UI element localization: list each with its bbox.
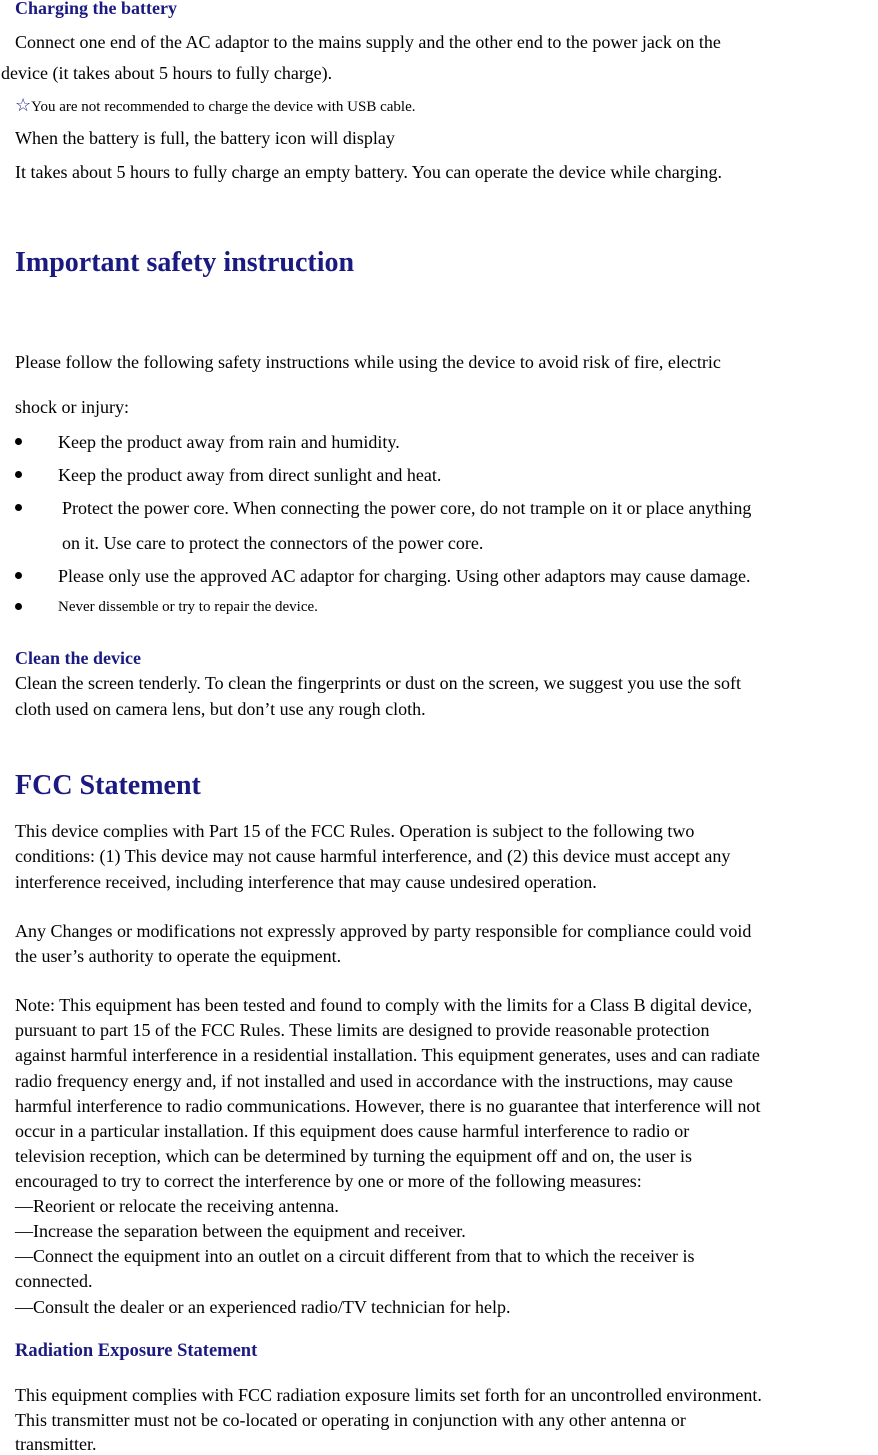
bullet-icon bbox=[15, 572, 22, 579]
fcc-p3-line: against harmful interference in a residential installation. This equipment generates, uses and can radiate bbox=[15, 1045, 760, 1065]
fcc-p3-line: radio frequency energy and, if not installed and used in accordance with the instructions, may cause bbox=[15, 1071, 733, 1091]
charging-note-text: You are not recommended to charge the device with USB cable. bbox=[31, 99, 416, 115]
safety-bullet-1: Keep the product away from rain and humidity. bbox=[58, 432, 400, 452]
charging-line-2: device (it takes about 5 hours to fully charge). bbox=[1, 63, 333, 83]
radiation-line: transmitter. bbox=[15, 1434, 97, 1454]
fcc-p3-line: harmful interference to radio communications. However, there is no guarantee that interference will not bbox=[15, 1096, 761, 1116]
clean-heading: Clean the device bbox=[15, 648, 141, 668]
charging-note bbox=[15, 94, 415, 117]
charging-line-1: Connect one end of the AC adaptor to the mains supply and the other end to the power jack on the bbox=[15, 32, 721, 52]
safety-bullet-2: Keep the product away from direct sunlight and heat. bbox=[58, 465, 442, 485]
charging-heading: Charging the battery bbox=[15, 0, 177, 18]
radiation-line: This transmitter must not be co-located or operating in conjunction with any other antenna or bbox=[15, 1410, 686, 1430]
fcc-measure: connected. bbox=[15, 1271, 93, 1291]
safety-bullet-4: Please only use the approved AC adaptor for charging. Using other adaptors may cause damage. bbox=[58, 566, 751, 586]
fcc-p3-line: Note: This equipment has been tested and found to comply with the limits for a Class B digital device, bbox=[15, 995, 753, 1015]
safety-heading: Important safety instruction bbox=[15, 247, 355, 278]
clean-line-2: cloth used on camera lens, but don’t use any rough cloth. bbox=[15, 699, 426, 719]
bullet-icon bbox=[15, 504, 22, 511]
fcc-p3-line: encouraged to try to correct the interference by one or more of the following measures: bbox=[15, 1171, 642, 1191]
charging-line-3: When the battery is full, the battery icon will display bbox=[15, 128, 395, 148]
fcc-p3-line: television reception, which can be determined by turning the equipment off and on, the user is bbox=[15, 1146, 692, 1166]
radiation-line: This equipment complies with FCC radiation exposure limits set forth for an uncontrolled environment. bbox=[15, 1385, 762, 1405]
fcc-p3-line: pursuant to part 15 of the FCC Rules. These limits are designed to provide reasonable protection bbox=[15, 1020, 710, 1040]
safety-intro-1: Please follow the following safety instructions while using the device to avoid risk of fire, electric bbox=[15, 352, 721, 372]
safety-bullet-3: Protect the power core. When connecting the power core, do not trample on it or place anything bbox=[62, 498, 752, 518]
bullet-icon bbox=[15, 603, 22, 610]
bullet-icon bbox=[15, 438, 22, 445]
fcc-p2-line: the user’s authority to operate the equipment. bbox=[15, 946, 342, 966]
star-icon: ☆ bbox=[15, 95, 32, 115]
charging-line-4: It takes about 5 hours to fully charge an empty battery. You can operate the device while charging. bbox=[15, 162, 722, 182]
radiation-heading: Radiation Exposure Statement bbox=[15, 1341, 258, 1361]
fcc-p1-line: This device complies with Part 15 of the FCC Rules. Operation is subject to the following two bbox=[15, 821, 695, 841]
fcc-p1-line: conditions: (1) This device may not cause harmful interference, and (2) this device must accept any bbox=[15, 846, 731, 866]
safety-bullet-3-cont: on it. Use care to protect the connectors of the power core. bbox=[62, 533, 484, 553]
bullet-icon bbox=[15, 471, 22, 478]
clean-line-1: Clean the screen tenderly. To clean the fingerprints or dust on the screen, we suggest you use the soft bbox=[15, 673, 742, 693]
fcc-p1-line: interference received, including interference that may cause undesired operation. bbox=[15, 872, 597, 892]
fcc-measure: —Reorient or relocate the receiving antenna. bbox=[15, 1196, 339, 1216]
safety-intro-2: shock or injury: bbox=[15, 397, 129, 417]
fcc-measure: —Connect the equipment into an outlet on a circuit different from that to which the receiver is bbox=[15, 1246, 695, 1266]
fcc-p2-line: Any Changes or modifications not expressly approved by party responsible for compliance could void bbox=[15, 921, 752, 941]
safety-bullet-5: Never dissemble or try to repair the device. bbox=[58, 599, 318, 615]
fcc-p3-line: occur in a particular installation. If this equipment does cause harmful interference to radio or bbox=[15, 1121, 690, 1141]
fcc-heading: FCC Statement bbox=[15, 770, 201, 801]
fcc-measure: —Increase the separation between the equipment and receiver. bbox=[15, 1221, 466, 1241]
fcc-measure: —Consult the dealer or an experienced radio/TV technician for help. bbox=[15, 1297, 511, 1317]
